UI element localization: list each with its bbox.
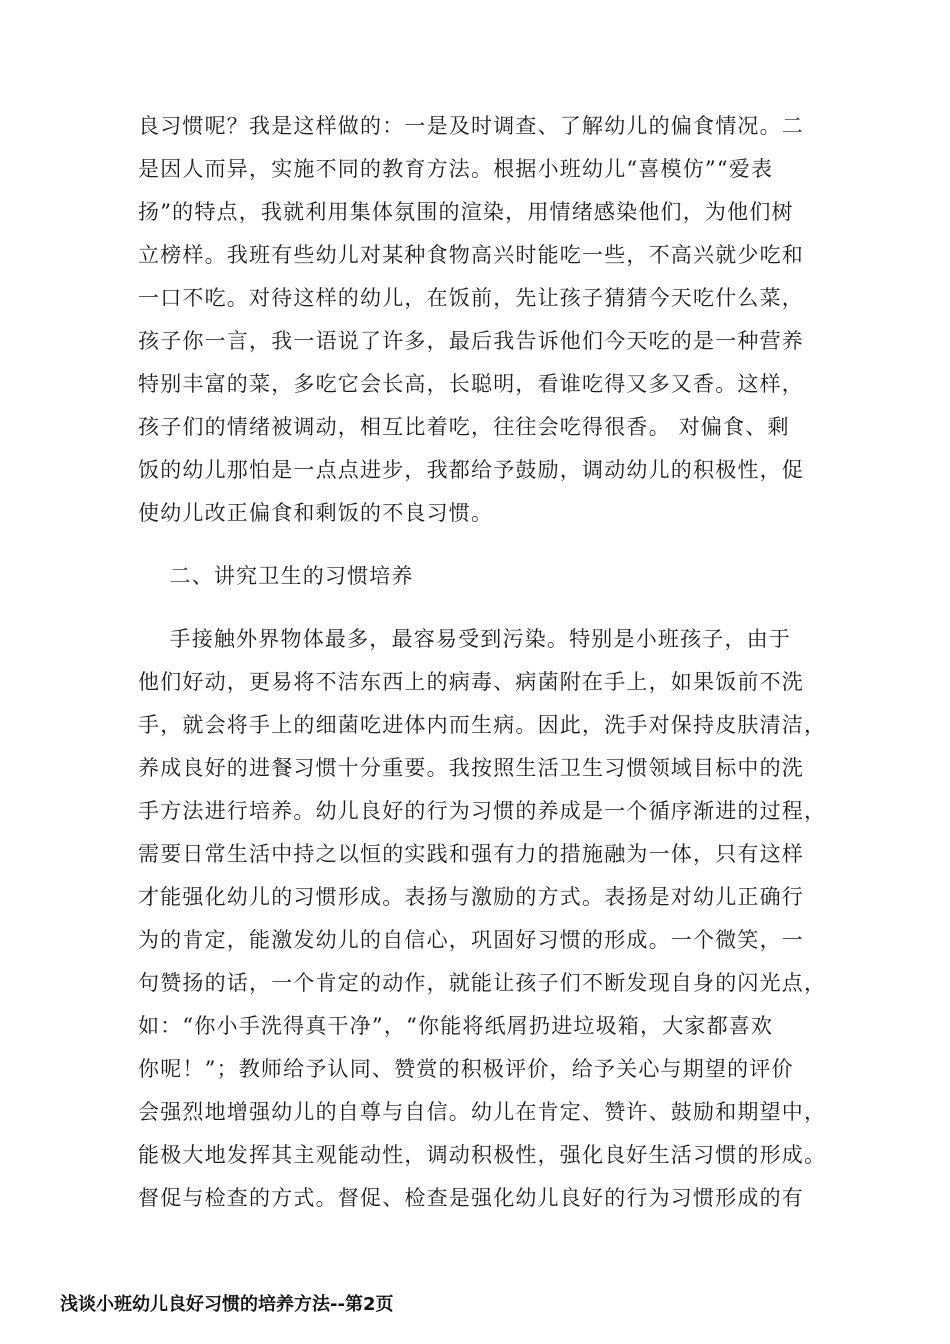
text-line: 孩子你一言，我一语说了许多，最后我告诉他们今天吃的是一种营养	[138, 329, 804, 353]
text-line: 是因人而异，实施不同的教育方法。根据小班幼儿“喜模仿”“爱表	[138, 157, 774, 181]
text-line: 养成良好的进餐习惯十分重要。我按照生活卫生习惯领域目标中的洗	[138, 756, 804, 780]
section-heading: 二、讲究卫生的习惯培养	[138, 564, 414, 588]
text-line: 会强烈地增强幼儿的自尊与自信。幼儿在肯定、赞许、鼓励和期望中，	[138, 1100, 827, 1124]
text-line: 使幼儿改正偏食和剩饭的不良习惯。	[138, 501, 494, 525]
text-line: 为的肯定，能激发幼儿的自信心，巩固好习惯的形成。一个微笑，一	[138, 928, 804, 952]
text-line: 良习惯呢？我是这样做的：一是及时调查、了解幼儿的偏食情况。二	[138, 114, 804, 138]
text-line: 饭的幼儿那怕是一点点进步，我都给予鼓励，调动幼儿的积极性，促	[138, 458, 804, 482]
text-line: 句赞扬的话，一个肯定的动作，就能让孩子们不断发现自身的闪光点，	[138, 971, 827, 995]
text-line: 手接触外界物体最多，最容易受到污染。特别是小班孩子，由于	[138, 627, 792, 651]
text-line: 能极大地发挥其主观能动性，调动积极性，强化良好生活习惯的形成。	[138, 1143, 827, 1167]
page-footer: 浅谈小班幼儿良好习惯的培养方法--第2页	[60, 1294, 394, 1315]
text-line: 需要日常生活中持之以恒的实践和强有力的措施融为一体，只有这样	[138, 842, 804, 866]
text-line: 扬”的特点，我就利用集体氛围的渲染，用情绪感染他们，为他们树	[138, 200, 794, 224]
text-line: 督促与检查的方式。督促、检查是强化幼儿良好的行为习惯形成的有	[138, 1186, 804, 1210]
text-line: 你呢！”；教师给予认同、赞赏的积极评价，给予关心与期望的评价	[138, 1057, 794, 1081]
text-line: 如：“你小手洗得真干净”，“你能将纸屑扔进垃圾箱，大家都喜欢	[138, 1014, 774, 1038]
text-line: 他们好动，更易将不洁东西上的病毒、病菌附在手上，如果饭前不洗	[138, 670, 804, 694]
text-line: 才能强化幼儿的习惯形成。表扬与激励的方式。表扬是对幼儿正确行	[138, 885, 804, 909]
text-line: 手，就会将手上的细菌吃进体内而生病。因此，洗手对保持皮肤清洁，	[138, 713, 827, 737]
text-line: 孩子们的情绪被调动，相互比着吃，往往会吃得很香。 对偏食、剩	[138, 415, 790, 439]
text-line: 立榜样。我班有些幼儿对某种食物高兴时能吃一些，不高兴就少吃和	[138, 243, 804, 267]
text-line: 一口不吃。对待这样的幼儿，在饭前，先让孩子猜猜今天吃什么菜，	[138, 286, 804, 310]
text-line: 手方法进行培养。幼儿良好的行为习惯的养成是一个循序渐进的过程，	[138, 799, 827, 823]
text-line: 特别丰富的菜，多吃它会长高，长聪明，看谁吃得又多又香。这样，	[138, 372, 804, 396]
